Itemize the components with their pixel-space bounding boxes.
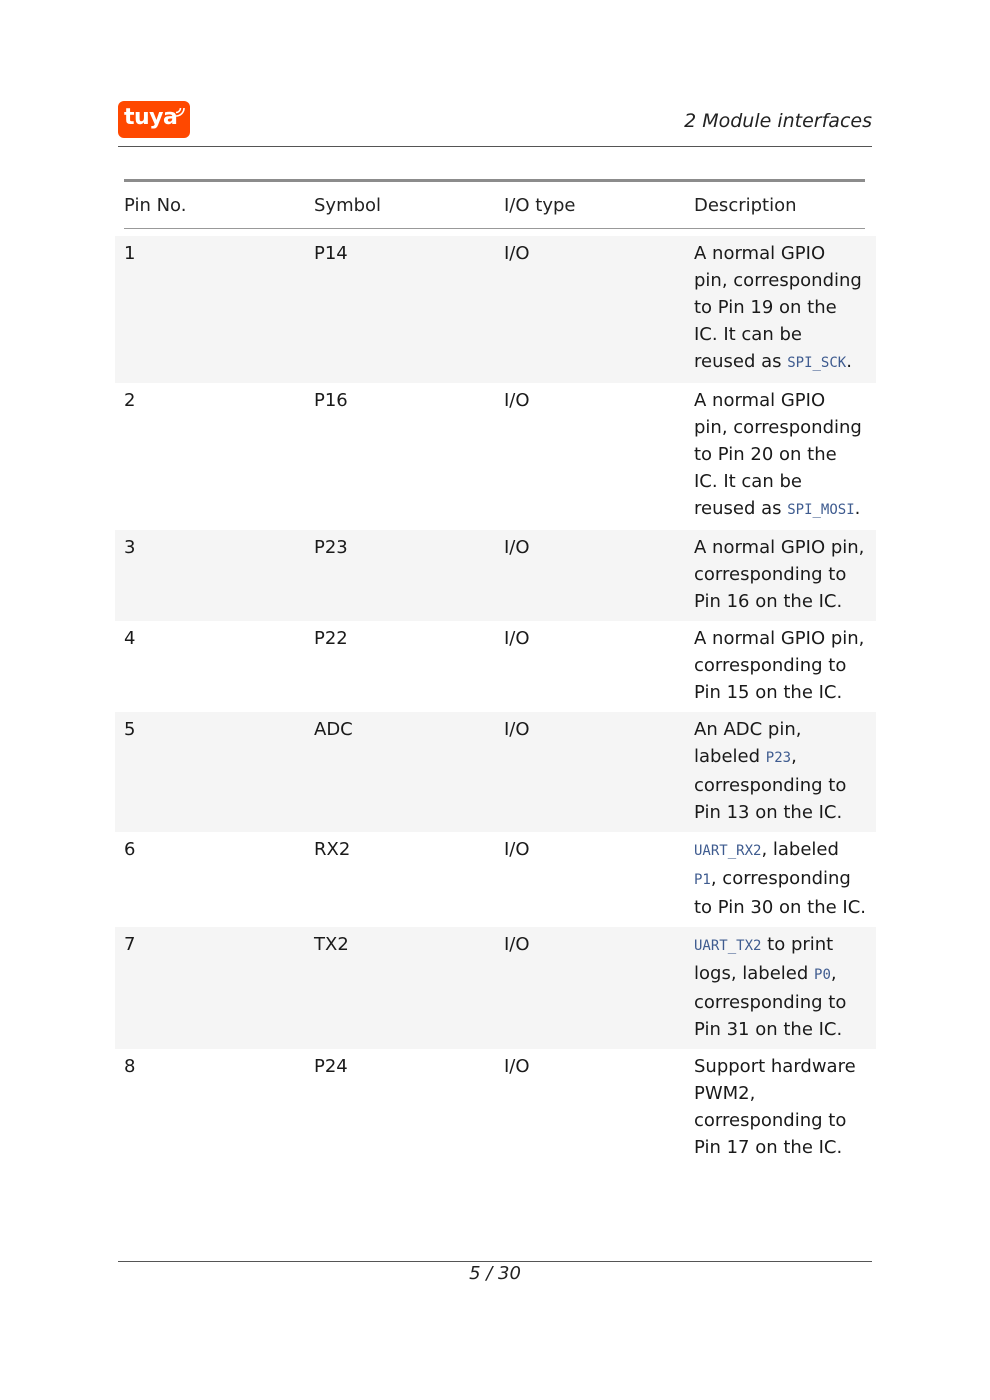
pin-io-type: I/O (504, 243, 530, 264)
pin-symbol: P24 (314, 1056, 348, 1077)
column-header-symbol: Symbol (314, 194, 382, 216)
logo-text: tuya (124, 105, 178, 130)
pin-number: 3 (124, 537, 136, 558)
desc-line: Pin 31 on the IC. (694, 1019, 843, 1040)
header-divider (118, 146, 872, 147)
pin-symbol: ADC (314, 719, 353, 740)
desc-line: A normal GPIO pin, (694, 628, 865, 649)
pin-io-type: I/O (504, 934, 530, 955)
pin-number: 8 (124, 1056, 136, 1077)
table-row (115, 712, 876, 832)
desc-line: IC. It can be (694, 324, 802, 345)
pin-symbol: RX2 (314, 839, 351, 860)
pin-number: 2 (124, 390, 136, 411)
desc-line (694, 743, 876, 772)
desc-text: logs, labeled (694, 963, 815, 984)
desc-text: reused as (694, 498, 788, 519)
signal-code: SPI_SCK (787, 355, 847, 371)
desc-line: to Pin 20 on the (694, 444, 837, 465)
pin-description (694, 1053, 876, 1161)
pin-symbol: TX2 (314, 934, 349, 955)
pin-number: 7 (124, 934, 136, 955)
signal-code: P23 (765, 750, 792, 766)
pin-symbol: P16 (314, 390, 348, 411)
pin-description (694, 836, 876, 921)
desc-line: corresponding to (694, 655, 847, 676)
desc-line (694, 931, 876, 960)
pin-io-type: I/O (504, 390, 530, 411)
pin-number: 6 (124, 839, 136, 860)
desc-line: to Pin 30 on the IC. (694, 897, 867, 918)
pin-number: 1 (124, 243, 136, 264)
desc-line: A normal GPIO pin, (694, 537, 865, 558)
desc-line: A normal GPIO (694, 243, 826, 264)
desc-line: An ADC pin, (694, 719, 802, 740)
pin-number: 5 (124, 719, 136, 740)
section-title: 2 Module interfaces (684, 110, 872, 132)
signal-code: UART_TX2 (694, 938, 762, 954)
desc-text: to print (761, 934, 834, 955)
desc-text: labeled (694, 746, 766, 767)
tuya-logo (118, 101, 190, 138)
desc-line: corresponding to (694, 1110, 847, 1131)
column-header-io-type: I/O type (504, 194, 576, 216)
pin-io-type: I/O (504, 719, 530, 740)
pin-symbol: P22 (314, 628, 348, 649)
signal-code: UART_RX2 (694, 843, 762, 859)
column-header-pin: Pin No. (124, 194, 187, 216)
desc-text: . (854, 498, 861, 519)
pin-description (694, 625, 876, 706)
pin-io-type: I/O (504, 1056, 530, 1077)
signal-code: P1 (694, 872, 711, 888)
pin-description (694, 240, 876, 377)
desc-line: Support hardware (694, 1056, 856, 1077)
desc-line (694, 348, 876, 377)
desc-line: pin, corresponding (694, 417, 862, 438)
wifi-signal-icon (174, 106, 186, 118)
desc-text: reused as (694, 351, 788, 372)
desc-line: Pin 17 on the IC. (694, 1137, 843, 1158)
desc-line (694, 865, 876, 894)
desc-text: , (830, 963, 837, 984)
table-row (115, 1049, 876, 1167)
desc-line: corresponding to (694, 775, 847, 796)
desc-line (694, 960, 876, 989)
pin-io-type: I/O (504, 537, 530, 558)
signal-code: SPI_MOSI (787, 502, 855, 518)
desc-line (694, 495, 876, 524)
table-row (115, 530, 876, 621)
desc-line: Pin 13 on the IC. (694, 802, 843, 823)
desc-line: corresponding to (694, 564, 847, 585)
desc-text: , (791, 746, 797, 767)
desc-line: to Pin 19 on the (694, 297, 837, 318)
pin-symbol: P23 (314, 537, 348, 558)
page-number: 5 / 30 (469, 1263, 521, 1284)
table-row (115, 832, 876, 927)
desc-line: IC. It can be (694, 471, 802, 492)
table-row (115, 927, 876, 1049)
table-header-rule (124, 228, 865, 229)
pin-description (694, 716, 876, 826)
column-header-description: Description (694, 194, 797, 216)
table-row (115, 621, 876, 712)
desc-line (694, 836, 876, 865)
signal-code: P0 (814, 967, 831, 983)
desc-line: Pin 15 on the IC. (694, 682, 843, 703)
table-row (115, 236, 876, 383)
desc-line: pin, corresponding (694, 270, 862, 291)
table-row (115, 383, 876, 530)
desc-line: PWM2, (694, 1083, 756, 1104)
table-header-row (115, 182, 876, 228)
desc-line: Pin 16 on the IC. (694, 591, 843, 612)
desc-line: A normal GPIO (694, 390, 826, 411)
pin-description (694, 534, 876, 615)
desc-text: . (846, 351, 852, 372)
pin-table (115, 179, 876, 1167)
desc-line: corresponding to (694, 992, 847, 1013)
pin-number: 4 (124, 628, 136, 649)
desc-text: , corresponding (710, 868, 851, 889)
pin-description (694, 387, 876, 524)
pin-io-type: I/O (504, 839, 530, 860)
desc-text: , labeled (761, 839, 839, 860)
footer-divider (118, 1261, 872, 1262)
pin-symbol: P14 (314, 243, 348, 264)
pin-io-type: I/O (504, 628, 530, 649)
pin-description (694, 931, 876, 1043)
